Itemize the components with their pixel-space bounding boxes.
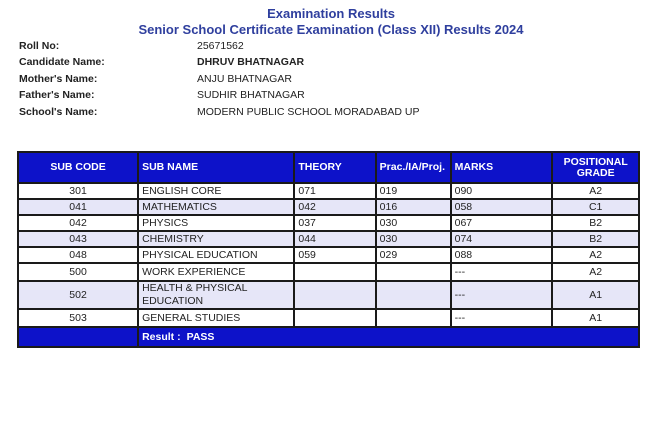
mother-name-value: ANJU BHATNAGAR [197,72,292,85]
cell-practical: 019 [376,183,451,199]
cell-grade: B2 [552,231,639,247]
cell-sub-code: 301 [18,183,138,199]
cell-marks: 088 [451,247,553,263]
cell-grade: A2 [552,183,639,199]
table-header-row [18,152,639,183]
header-marks: MARKS [451,152,553,183]
cell-sub-code: 043 [18,231,138,247]
cell-practical: 030 [376,231,451,247]
cell-sub-name: WORK EXPERIENCE [138,263,294,281]
cell-theory: 059 [294,247,375,263]
table-row [18,183,639,199]
cell-practical [376,309,451,327]
page-subtitle: Senior School Certificate Examination (Class XII) Results 2024 [138,22,524,37]
cell-marks: 067 [451,215,553,231]
cell-theory [294,281,375,309]
cell-sub-code: 503 [18,309,138,327]
cell-sub-code: 042 [18,215,138,231]
mother-name-label: Mother's Name: [19,72,98,85]
table-row [18,247,639,263]
father-name-label: Father's Name: [19,89,95,102]
table-row [18,215,639,231]
roll-no-label: Roll No: [19,40,60,52]
cell-practical [376,281,451,309]
cell-sub-name: HEALTH & PHYSICAL EDUCATION [138,281,294,309]
page-title: Examination Results [267,6,395,21]
result-row [18,327,639,347]
result-cell [138,327,639,347]
cell-sub-name: MATHEMATICS [138,199,294,215]
cell-marks: --- [451,263,553,281]
cell-grade: C1 [552,199,639,215]
cell-theory: 042 [294,199,375,215]
table-row [18,309,639,327]
result-label: Result : [142,330,181,343]
header-theory: THEORY [294,152,375,183]
cell-marks: 058 [451,199,553,215]
result-spacer-cell [18,327,138,347]
cell-practical: 030 [376,215,451,231]
header-sub-name: SUB NAME [138,152,294,183]
cell-sub-name: ENGLISH CORE [138,183,294,199]
cell-grade: B2 [552,215,639,231]
cell-grade: A1 [552,309,639,327]
cell-sub-code: 041 [18,199,138,215]
cell-marks: 074 [451,231,553,247]
table-row [18,199,639,215]
cell-theory: 037 [294,215,375,231]
cell-practical: 016 [376,199,451,215]
school-name-value: MODERN PUBLIC SCHOOL MORADABAD UP [197,105,420,118]
cell-sub-code: 500 [18,263,138,281]
cell-theory: 071 [294,183,375,199]
header-sub-code: SUB CODE [18,152,138,183]
cell-marks: 090 [451,183,553,199]
cell-grade: A2 [552,247,639,263]
roll-no-value: 25671562 [197,40,244,52]
cell-grade: A2 [552,263,639,281]
cell-sub-name: GENERAL STUDIES [138,309,294,327]
candidate-name-value: DHRUV BHATNAGAR [197,56,305,69]
cell-theory [294,309,375,327]
candidate-name-label: Candidate Name: [19,56,105,69]
cell-sub-name: PHYSICAL EDUCATION [138,247,294,263]
cell-practical: 029 [376,247,451,263]
father-name-value: SUDHIR BHATNAGAR [197,89,305,102]
cell-sub-name: CHEMISTRY [138,231,294,247]
table-row [18,231,639,247]
header-practical: Prac./IA/Proj. [376,152,451,183]
cell-sub-code: 502 [18,281,138,309]
cell-grade: A1 [552,281,639,309]
result-value: PASS [186,330,215,343]
table-row [18,281,639,309]
cell-theory: 044 [294,231,375,247]
table-row [18,263,639,281]
school-name-label: School's Name: [19,105,98,118]
cell-practical [376,263,451,281]
cell-marks: --- [451,281,553,309]
cell-sub-name: PHYSICS [138,215,294,231]
cell-theory [294,263,375,281]
cell-sub-code: 048 [18,247,138,263]
marks-table [17,151,640,348]
header-positional-grade: POSITIONAL GRADE [552,152,639,183]
cell-marks: --- [451,309,553,327]
